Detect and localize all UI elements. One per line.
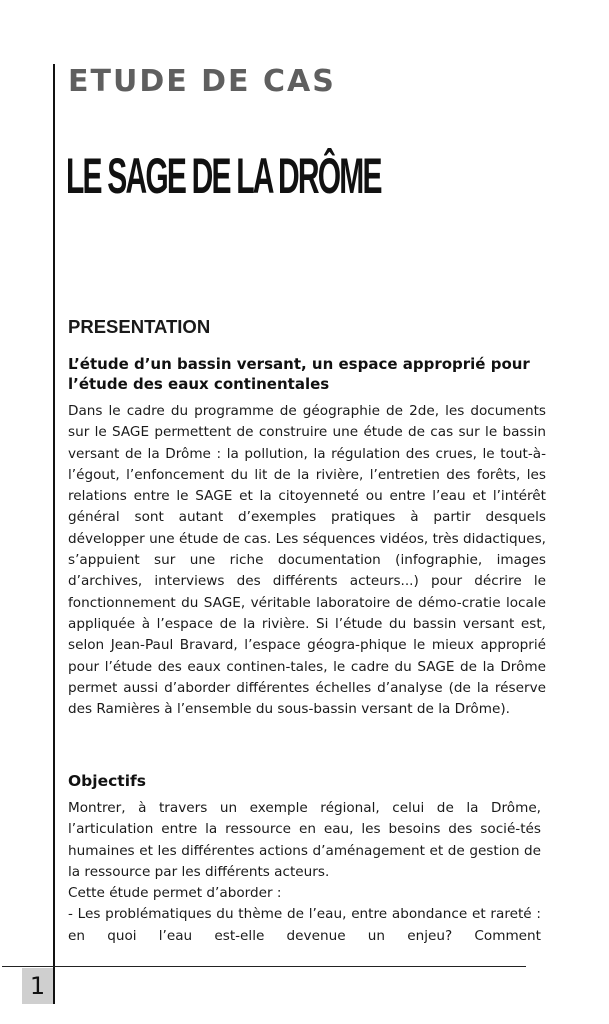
page-title: LE SAGE DE LA DRÔME: [66, 148, 381, 204]
objectifs-heading: Objectifs: [68, 772, 146, 790]
footer-rule: [2, 966, 526, 967]
presentation-subheading: L’étude d’un bassin versant, un espace approprié pour l’étude des eaux continentales: [68, 355, 530, 393]
page-number: 1: [29, 972, 46, 1000]
section-title-presentation: PRESENTATION: [68, 316, 211, 337]
objectifs-text-block: [68, 798, 541, 947]
objectifs-bullet-item: - Les problématiques du thème de l’eau, entre abondance et rareté : en quoi l’eau est-elle devenue un enjeu? Comment: [68, 906, 541, 944]
presentation-paragraph: Dans le cadre du programme de géographie de 2de, les documents sur le SAGE permettent de construire une étude de cas sur le bassin versant de la Drôme : la pollution, la régulation des crues, le tout-à-l’égout, l’enfoncement du lit de la rivière, l’entretien des forêts, les relations entre le SAGE et la citoyenneté ou entre l’eau et l’intérêt général sont autant d’exemples pratiques à partir desquels développer une étude de cas. Les séquences vidéos, très didactiques, s’appuient sur une riche documentation (infographie, images d’archives, interviews des différents acteurs...) pour décrire le fonctionnement du SAGE, véritable laboratoire de démo-cratie locale appliquée à l’espace de la rivière. Si l’étude du bassin versant est, selon Jean-Paul Bravard, l’espace géogra-phique le mieux approprié pour l’étude des eaux continen-tales, le cadre du SAGE de la Drôme permet aussi d’aborder différentes échelles d’analyse (de la réserve des Ramières à l’ensemble du sous-bassin versant de la Drôme).: [68, 403, 546, 718]
objectifs-paragraph: Montrer, à travers un exemple régional, celui de la Drôme, l’articulation entre la ressource en eau, les besoins des socié-tés humaines et les différentes actions d’aménagement et de gestion de la ressource par les différents acteurs.: [68, 800, 541, 880]
page-number-badge: [22, 968, 53, 1004]
objectifs-intro-line: Cette étude permet d’aborder :: [68, 885, 282, 902]
kicker-heading: ETUDE DE CAS: [68, 64, 336, 99]
left-margin-rule: [53, 64, 55, 1004]
